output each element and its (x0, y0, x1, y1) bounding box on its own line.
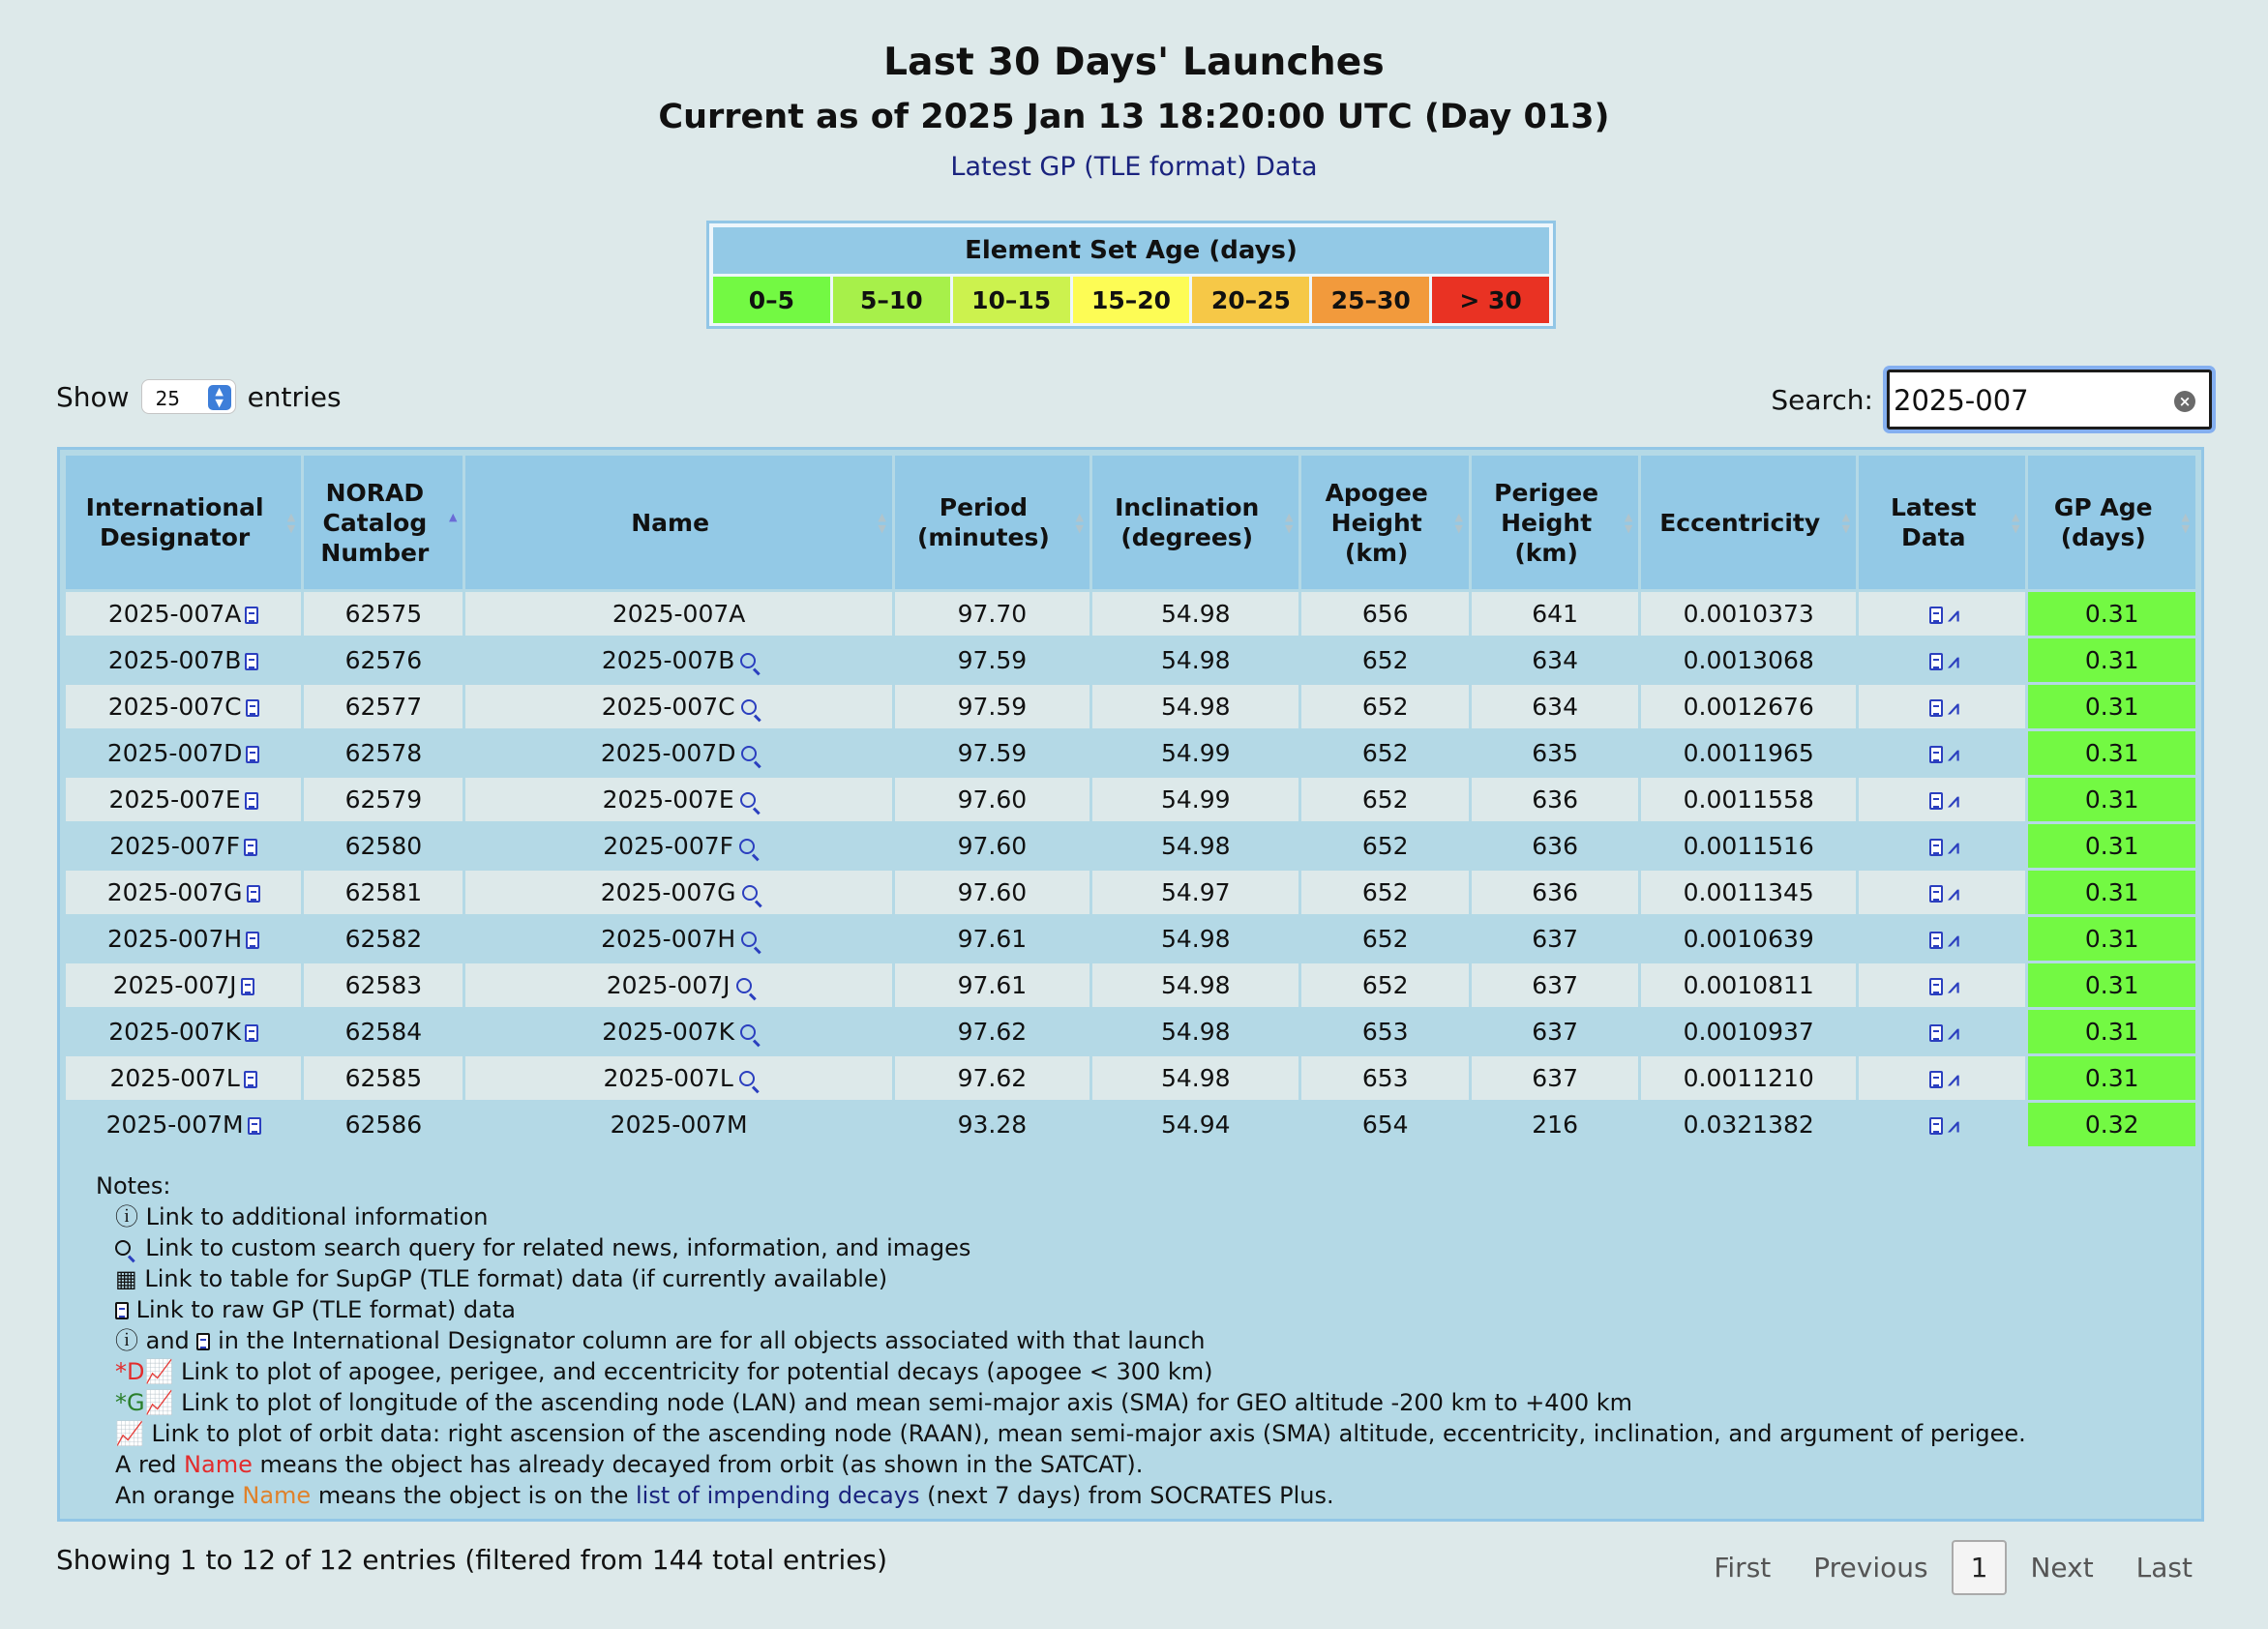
page-subtitle: Current as of 2025 Jan 13 18:20:00 UTC (Day 013) (658, 98, 1610, 136)
cell-name: 2025-007L (465, 1056, 891, 1100)
search-icon[interactable] (736, 978, 752, 993)
next-page-button[interactable]: Next (2030, 1552, 2094, 1584)
cell-perigee: 637 (1472, 963, 1638, 1007)
orbit-plot-icon[interactable]: ⩘ (1948, 603, 1959, 626)
cell-eccentricity: 0.0011965 (1641, 731, 1856, 775)
cell-eccentricity: 0.0010811 (1641, 963, 1856, 1007)
sort-icon: ▲ ▼ (1841, 511, 1851, 535)
entries-label: entries (247, 380, 342, 413)
latest-gp-document-icon[interactable] (1929, 653, 1943, 670)
sort-ascending-icon: ▲ (449, 511, 458, 523)
cell-latest-data (1859, 871, 2025, 914)
table-row (66, 778, 2195, 821)
age-legend-cell: 10–15 (953, 277, 1070, 323)
raw-gp-document-icon[interactable] (245, 792, 258, 810)
cell-norad: 62583 (304, 963, 463, 1007)
info-icon: ⓘ (115, 1327, 138, 1354)
column-header-perigee-height[interactable]: Perigee Height (km) ▲ ▼ (1472, 456, 1638, 589)
cell-apogee: 652 (1301, 638, 1468, 682)
raw-gp-document-icon[interactable] (245, 653, 258, 670)
cell-international-designator: 2025-007E (66, 778, 301, 821)
search-icon[interactable] (740, 792, 756, 808)
table-header-row (66, 456, 2195, 589)
cell-international-designator: 2025-007K (66, 1010, 301, 1053)
table-icon: ▦ (115, 1265, 137, 1292)
search-icon[interactable] (742, 885, 758, 901)
cell-international-designator: 2025-007L (66, 1056, 301, 1100)
cell-perigee: 637 (1472, 1010, 1638, 1053)
raw-gp-document-icon[interactable] (244, 1071, 257, 1088)
latest-gp-document-icon[interactable] (1929, 607, 1943, 624)
clear-search-icon[interactable]: × (2174, 391, 2195, 412)
orbit-plot-icon[interactable]: ⩘ (1948, 788, 1959, 812)
cell-gp-age: 0.31 (2028, 638, 2195, 682)
cell-norad: 62585 (304, 1056, 463, 1100)
cell-norad: 62581 (304, 871, 463, 914)
cell-latest-data (1859, 592, 2025, 636)
cell-eccentricity: 0.0321382 (1641, 1103, 1856, 1146)
cell-perigee: 641 (1472, 592, 1638, 636)
search-label: Search: (1771, 383, 1873, 416)
cell-norad: 62576 (304, 638, 463, 682)
cell-eccentricity: 0.0012676 (1641, 685, 1856, 728)
cell-inclination: 54.94 (1092, 1103, 1298, 1146)
note-decay: *D📈 Link to plot of apogee, perigee, and eccentricity for potential decays (apogee < 300 km) (115, 1358, 1213, 1385)
note-info: ⓘ Link to additional information (115, 1203, 489, 1230)
cell-period: 97.70 (895, 592, 1089, 636)
search-icon[interactable] (741, 932, 757, 947)
cell-apogee: 656 (1301, 592, 1468, 636)
cell-apogee: 653 (1301, 1056, 1468, 1100)
note-orbit: 📈 Link to plot of orbit data: right ascension of the ascending node (RAAN), mean semi-major axis (SMA) altitude, eccentricity, inclination, and argument of perigee. (115, 1420, 2026, 1447)
cell-latest-data (1859, 731, 2025, 775)
cell-norad: 62577 (304, 685, 463, 728)
cell-period: 97.62 (895, 1010, 1089, 1053)
cell-apogee: 654 (1301, 1103, 1468, 1146)
cell-gp-age: 0.31 (2028, 685, 2195, 728)
entries-select-value: 25 (155, 387, 181, 410)
cell-latest-data (1859, 638, 2025, 682)
cell-international-designator: 2025-007G (66, 871, 301, 914)
cell-perigee: 637 (1472, 917, 1638, 961)
raw-gp-document-icon[interactable] (247, 885, 260, 903)
cell-international-designator: 2025-007H (66, 917, 301, 961)
age-legend-cell: 20–25 (1192, 277, 1309, 323)
column-header-name[interactable]: Name ▲ ▼ (465, 456, 891, 589)
table-info: Showing 1 to 12 of 12 entries (filtered from 144 total entries) (56, 1544, 888, 1576)
cell-period: 97.60 (895, 871, 1089, 914)
orbit-plot-icon[interactable]: ⩘ (1948, 1113, 1959, 1137)
chart-icon: 📈 (144, 1389, 174, 1416)
raw-gp-document-icon[interactable] (246, 699, 259, 717)
cell-eccentricity: 0.0010639 (1641, 917, 1856, 961)
entries-select[interactable] (141, 379, 236, 414)
age-legend-cell: 0–5 (713, 277, 830, 323)
cell-inclination: 54.99 (1092, 731, 1298, 775)
cell-eccentricity: 0.0011516 (1641, 824, 1856, 868)
cell-norad: 62578 (304, 731, 463, 775)
cell-gp-age: 0.32 (2028, 1103, 2195, 1146)
cell-gp-age: 0.31 (2028, 592, 2195, 636)
impending-decays-link[interactable]: list of impending decays (635, 1482, 920, 1509)
cell-period: 97.61 (895, 963, 1089, 1007)
cell-perigee: 634 (1472, 638, 1638, 682)
geo-marker: *G (115, 1389, 145, 1416)
raw-gp-document-icon[interactable] (245, 607, 258, 624)
table-controls (56, 368, 2212, 435)
cell-inclination: 54.98 (1092, 592, 1298, 636)
notes-section (63, 1149, 2198, 1511)
latest-gp-document-icon[interactable] (1929, 978, 1943, 995)
cell-gp-age: 0.31 (2028, 917, 2195, 961)
sort-icon: ▲ ▼ (878, 511, 886, 535)
search-icon[interactable] (741, 699, 757, 715)
raw-gp-document-icon[interactable] (245, 1024, 258, 1042)
orbit-plot-icon[interactable]: ⩘ (1948, 1021, 1959, 1044)
cell-perigee: 636 (1472, 871, 1638, 914)
cell-international-designator: 2025-007F (66, 824, 301, 868)
column-header-apogee-height[interactable]: Apogee Height (km) ▲ ▼ (1301, 456, 1468, 589)
cell-norad: 62580 (304, 824, 463, 868)
cell-apogee: 652 (1301, 871, 1468, 914)
table-row (66, 963, 2195, 1007)
cell-apogee: 652 (1301, 963, 1468, 1007)
table-row (66, 871, 2195, 914)
search-icon (115, 1240, 131, 1256)
table-row (66, 1056, 2195, 1100)
column-header-latest-data[interactable]: Latest Data ▲ ▼ (1859, 456, 2025, 589)
cell-inclination: 54.98 (1092, 963, 1298, 1007)
cell-period: 93.28 (895, 1103, 1089, 1146)
previous-page-button[interactable]: Previous (1813, 1552, 1928, 1584)
cell-international-designator: 2025-007A (66, 592, 301, 636)
column-header-international-designator[interactable]: International Designator ▲ ▼ (66, 456, 301, 589)
decay-marker: *D (115, 1358, 145, 1385)
current-page-button[interactable]: 1 (1952, 1540, 2008, 1595)
search-input[interactable] (1887, 370, 2212, 429)
cell-name: 2025-007H (465, 917, 891, 961)
sort-icon: ▲ ▼ (2012, 511, 2020, 535)
cell-name: 2025-007G (465, 871, 891, 914)
cell-period: 97.59 (895, 638, 1089, 682)
orbit-plot-icon[interactable]: ⩘ (1948, 928, 1959, 951)
cell-name: 2025-007D (465, 731, 891, 775)
note-orange-name: An orange Name means the object is on the list of impending decays (next 7 days) from SOCRATES Plus. (115, 1482, 1334, 1509)
orbit-plot-icon[interactable]: ⩘ (1948, 1067, 1959, 1090)
sort-icon: ▲ ▼ (1454, 511, 1463, 535)
cell-period: 97.61 (895, 917, 1089, 961)
latest-gp-data-link[interactable]: Latest GP (TLE format) Data (950, 152, 1318, 182)
pagination (1694, 1540, 2212, 1595)
cell-international-designator: 2025-007C (66, 685, 301, 728)
cell-period: 97.60 (895, 778, 1089, 821)
cell-inclination: 54.98 (1092, 685, 1298, 728)
launches-table (63, 453, 2198, 1149)
cell-gp-age: 0.31 (2028, 824, 2195, 868)
chart-icon: 📈 (144, 1358, 174, 1385)
table-row (66, 1010, 2195, 1053)
raw-gp-document-icon[interactable] (241, 978, 254, 995)
table-row (66, 824, 2195, 868)
table-row (66, 731, 2195, 775)
cell-eccentricity: 0.0010373 (1641, 592, 1856, 636)
age-legend-cell: 5–10 (833, 277, 950, 323)
cell-inclination: 54.98 (1092, 1056, 1298, 1100)
cell-apogee: 652 (1301, 685, 1468, 728)
cell-period: 97.60 (895, 824, 1089, 868)
raw-gp-document-icon[interactable] (246, 932, 259, 949)
note-red-name: A red Name means the object has already decayed from orbit (as shown in the SATCAT). (115, 1451, 1144, 1478)
entries-length-control (56, 379, 342, 414)
cell-norad: 62584 (304, 1010, 463, 1053)
page-header (0, 0, 2268, 182)
last-page-button[interactable]: Last (2135, 1552, 2193, 1584)
cell-name: 2025-007J (465, 963, 891, 1007)
latest-gp-document-icon[interactable] (1929, 1117, 1943, 1135)
cell-apogee: 652 (1301, 731, 1468, 775)
cell-gp-age: 0.31 (2028, 963, 2195, 1007)
cell-latest-data (1859, 1010, 2025, 1053)
search-icon[interactable] (741, 746, 757, 761)
search-control (1771, 370, 2212, 429)
raw-gp-document-icon[interactable] (246, 746, 259, 763)
cell-name: 2025-007K (465, 1010, 891, 1053)
age-legend-cell: > 30 (1432, 277, 1549, 323)
cell-name: 2025-007F (465, 824, 891, 868)
sort-icon: ▲ ▼ (1285, 511, 1294, 535)
cell-international-designator: 2025-007B (66, 638, 301, 682)
cell-norad: 62575 (304, 592, 463, 636)
cell-eccentricity: 0.0011210 (1641, 1056, 1856, 1100)
search-icon[interactable] (740, 1024, 756, 1040)
search-icon[interactable] (739, 839, 755, 854)
cell-apogee: 652 (1301, 917, 1468, 961)
cell-perigee: 636 (1472, 824, 1638, 868)
age-legend-cell: 25–30 (1312, 277, 1429, 323)
cell-inclination: 54.99 (1092, 778, 1298, 821)
orbit-plot-icon[interactable]: ⩘ (1948, 835, 1959, 858)
launches-table-container (57, 447, 2204, 1522)
latest-gp-document-icon[interactable] (1929, 1071, 1943, 1088)
column-header-period[interactable]: Period (minutes) ▲ ▼ (895, 456, 1089, 589)
sort-icon: ▲ ▼ (286, 511, 296, 535)
info-icon: ⓘ (115, 1203, 138, 1230)
cell-latest-data (1859, 963, 2025, 1007)
note-supgp: ▦ Link to table for SupGP (TLE format) data (if currently available) (115, 1265, 888, 1292)
select-chevron-icon: ▲ ▼ (208, 385, 231, 410)
cell-period: 97.62 (895, 1056, 1089, 1100)
cell-apogee: 652 (1301, 824, 1468, 868)
cell-perigee: 635 (1472, 731, 1638, 775)
cell-international-designator: 2025-007M (66, 1103, 301, 1146)
document-icon (115, 1302, 129, 1319)
orbit-plot-icon[interactable]: ⩘ (1948, 649, 1959, 672)
orbit-plot-icon[interactable]: ⩘ (1948, 696, 1959, 719)
first-page-button[interactable]: First (1714, 1552, 1772, 1584)
cell-perigee: 637 (1472, 1056, 1638, 1100)
cell-perigee: 636 (1472, 778, 1638, 821)
sort-icon: ▲ ▼ (2181, 511, 2190, 535)
latest-gp-document-icon[interactable] (1929, 699, 1943, 717)
cell-period: 97.59 (895, 731, 1089, 775)
latest-gp-document-icon[interactable] (1929, 932, 1943, 949)
raw-gp-document-icon[interactable] (248, 1117, 261, 1135)
table-row (66, 685, 2195, 728)
search-icon[interactable] (740, 653, 756, 668)
latest-gp-document-icon[interactable] (1929, 1024, 1943, 1042)
column-header-eccentricity[interactable]: Eccentricity ▲ ▼ (1641, 456, 1856, 589)
note-search: Link to custom search query for related news, information, and images (96, 1232, 2198, 1263)
page-title: Last 30 Days' Launches (883, 41, 1385, 84)
table-footer (56, 1540, 2212, 1598)
cell-inclination: 54.98 (1092, 824, 1298, 868)
cell-latest-data (1859, 1103, 2025, 1146)
table-row (66, 592, 2195, 636)
cell-gp-age: 0.31 (2028, 1010, 2195, 1053)
age-legend-row (713, 277, 1549, 323)
cell-name: 2025-007E (465, 778, 891, 821)
column-header-inclination[interactable]: Inclination (degrees) ▲ ▼ (1092, 456, 1298, 589)
cell-apogee: 652 (1301, 778, 1468, 821)
cell-inclination: 54.97 (1092, 871, 1298, 914)
cell-inclination: 54.98 (1092, 917, 1298, 961)
cell-name: 2025-007B (465, 638, 891, 682)
cell-latest-data (1859, 917, 2025, 961)
cell-latest-data (1859, 778, 2025, 821)
cell-eccentricity: 0.0010937 (1641, 1010, 1856, 1053)
cell-international-designator: 2025-007J (66, 963, 301, 1007)
cell-latest-data (1859, 1056, 2025, 1100)
cell-perigee: 634 (1472, 685, 1638, 728)
orbit-plot-icon[interactable]: ⩘ (1948, 881, 1959, 904)
cell-apogee: 653 (1301, 1010, 1468, 1053)
age-legend-title: Element Set Age (days) (713, 227, 1549, 274)
latest-gp-document-icon[interactable] (1929, 885, 1943, 903)
cell-gp-age: 0.31 (2028, 871, 2195, 914)
sort-icon: ▲ ▼ (1624, 511, 1633, 535)
cell-name: 2025-007A (465, 592, 891, 636)
show-label: Show (56, 380, 130, 413)
latest-gp-document-icon[interactable] (1929, 839, 1943, 856)
cell-latest-data (1859, 824, 2025, 868)
search-icon[interactable] (739, 1071, 755, 1086)
cell-latest-data (1859, 685, 2025, 728)
element-set-age-legend (706, 221, 1556, 329)
cell-inclination: 54.98 (1092, 638, 1298, 682)
cell-name: 2025-007C (465, 685, 891, 728)
notes-heading: Notes: (96, 1172, 171, 1200)
cell-perigee: 216 (1472, 1103, 1638, 1146)
note-intl: ⓘ and in the International Designator column are for all objects associated with that launch (115, 1327, 1206, 1354)
search-input-value: 2025-007 (1894, 384, 2029, 417)
raw-gp-document-icon[interactable] (244, 839, 257, 856)
cell-norad: 62586 (304, 1103, 463, 1146)
note-raw: Link to raw GP (TLE format) data (96, 1294, 2198, 1325)
cell-gp-age: 0.31 (2028, 778, 2195, 821)
latest-gp-document-icon[interactable] (1929, 746, 1943, 763)
table-row (66, 638, 2195, 682)
cell-eccentricity: 0.0011558 (1641, 778, 1856, 821)
table-body (66, 592, 2195, 1146)
orbit-plot-icon[interactable]: ⩘ (1948, 742, 1959, 765)
document-icon (196, 1333, 210, 1350)
column-header-norad-catalog-number[interactable]: NORAD Catalog Number ▲ (304, 456, 463, 589)
latest-gp-document-icon[interactable] (1929, 792, 1943, 810)
table-row (66, 1103, 2195, 1146)
column-header-gp-age[interactable]: GP Age (days) ▲ ▼ (2028, 456, 2195, 589)
cell-norad: 62582 (304, 917, 463, 961)
cell-gp-age: 0.31 (2028, 731, 2195, 775)
cell-eccentricity: 0.0011345 (1641, 871, 1856, 914)
cell-name: 2025-007M (465, 1103, 891, 1146)
chart-icon: 📈 (115, 1420, 144, 1447)
orbit-plot-icon[interactable]: ⩘ (1948, 974, 1959, 997)
cell-inclination: 54.98 (1092, 1010, 1298, 1053)
cell-period: 97.59 (895, 685, 1089, 728)
cell-norad: 62579 (304, 778, 463, 821)
cell-eccentricity: 0.0013068 (1641, 638, 1856, 682)
note-geo: *G📈 Link to plot of longitude of the ascending node (LAN) and mean semi-major axis (SMA) for GEO altitude -200 km to +400 km (115, 1389, 1633, 1416)
table-row (66, 917, 2195, 961)
cell-gp-age: 0.31 (2028, 1056, 2195, 1100)
sort-icon: ▲ ▼ (1075, 511, 1084, 535)
cell-international-designator: 2025-007D (66, 731, 301, 775)
age-legend-cell: 15–20 (1073, 277, 1190, 323)
